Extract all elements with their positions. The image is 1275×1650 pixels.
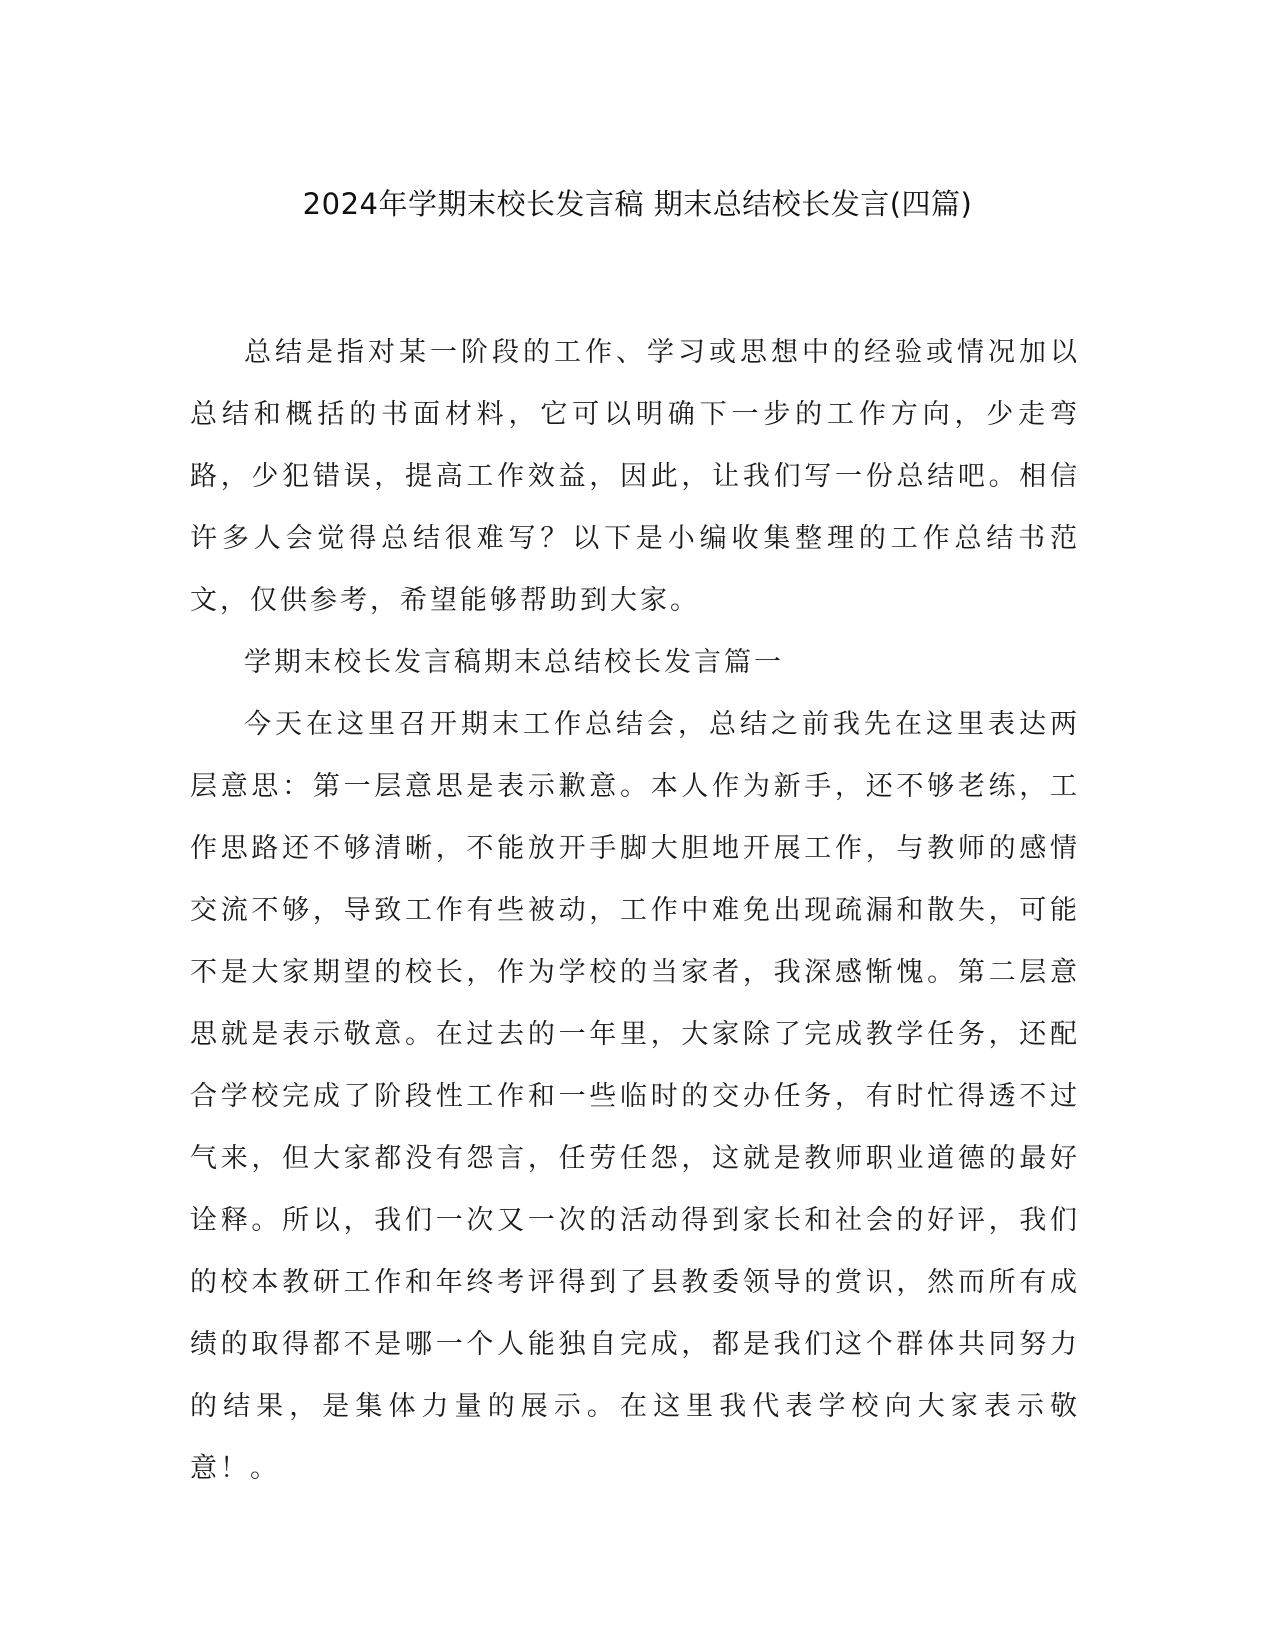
section-heading: 学期末校长发言稿期末总结校长发言篇一 <box>244 647 784 678</box>
intro-paragraph: 总结是指对某一阶段的工作、学习或思想中的经验或情况加以总结和概括的书面材料，它可以明确下一步的工作方向，少走弯路，少犯错误，提高工作效益，因此，让我们写一份总结吧。相信许多人会觉得总结很难写？以下是小编收集整理的工作总结书范文，仅供参考，希望能够帮助到大家。 <box>190 337 1080 616</box>
document-title: 2024年学期末校长发言稿 期末总结校长发言(四篇) <box>302 187 973 221</box>
speech-paragraph: 今天在这里召开期末工作总结会，总结之前我先在这里表达两层意思：第一层意思是表示歉意。本人作为新手，还不够老练，工作思路还不够清晰，不能放开手脚大胆地开展工作，与教师的感情交流不够，导致工作有些被动，工作中难免出现疏漏和散失，可能不是大家期望的校长，作为学校的当家者，我深感惭愧。第二层意思就是表示敬意。在过去的一年里，大家除了完成教学任务，还配合学校完成了阶段性工作和一些临时的交办任务，有时忙得透不过气来，但大家都没有怨言，任劳任怨，这就是教师职业道德的最好诠释。所以，我们一次又一次的活动得到家长和社会的好评，我们的校本教研工作和年终考评得到了县教委领导的赏识，然而所有成绩的取得都不是哪一个人能独自完成，都是我们这个群体共同努力的结果，是集体力量的展示。在这里我代表学校向大家表示敬意！。 <box>190 709 1080 1484</box>
document-body <box>190 322 1080 1500</box>
